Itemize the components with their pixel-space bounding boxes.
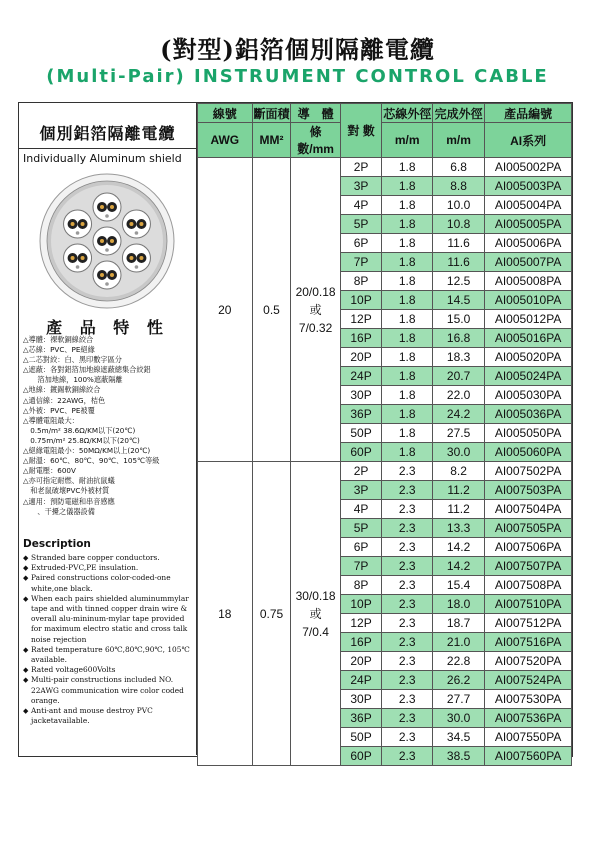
pairs-cell: 36P	[340, 405, 382, 424]
finished-cell: 20.7	[432, 367, 484, 386]
feature-item: △導體電阻最大：	[23, 415, 79, 425]
code-cell: AI007510PA	[485, 595, 572, 614]
core-cell: 2.3	[382, 557, 433, 576]
description-text: Stranded bare copper conductors.	[31, 553, 160, 562]
description-item	[23, 665, 195, 675]
finished-cell: 38.5	[432, 747, 484, 766]
code-cell: AI005010PA	[485, 291, 572, 310]
finished-cell: 22.0	[432, 386, 484, 405]
feature-item: △通信線：22AWG，桔色	[23, 395, 106, 405]
core-cell: 2.3	[382, 747, 433, 766]
pairs-cell: 4P	[340, 196, 382, 215]
code-cell: AI005004PA	[485, 196, 572, 215]
pairs-cell: 10P	[340, 595, 382, 614]
table-row	[198, 462, 572, 481]
strands-line: 20/0.18	[295, 284, 336, 299]
core-cell: 1.8	[382, 272, 433, 291]
finished-cell: 11.6	[432, 234, 484, 253]
header-finished-od-unit: m/m	[432, 123, 484, 158]
code-cell: AI005007PA	[485, 253, 572, 272]
feature-item: 和老鼠破壞PVC外被材質	[23, 486, 110, 496]
pairs-cell: 7P	[340, 253, 382, 272]
core-cell: 1.8	[382, 234, 433, 253]
core-cell: 2.3	[382, 519, 433, 538]
strands-line: 或	[309, 606, 322, 621]
finished-cell: 26.2	[432, 671, 484, 690]
diamond-bullet-icon: ◆	[23, 707, 29, 716]
code-cell: AI007520PA	[485, 652, 572, 671]
pairs-cell: 30P	[340, 690, 382, 709]
description-item	[23, 706, 195, 726]
code-cell: AI007512PA	[485, 614, 572, 633]
code-cell: AI007536PA	[485, 709, 572, 728]
finished-cell: 16.8	[432, 329, 484, 348]
code-cell: AI007508PA	[485, 576, 572, 595]
feature-item: 、干擾之儀器設備	[23, 506, 95, 516]
core-cell: 2.3	[382, 576, 433, 595]
shielded-pair-icon	[122, 244, 150, 272]
pairs-cell: 16P	[340, 633, 382, 652]
spec-sheet	[18, 102, 573, 763]
header-mm2: MM²	[252, 123, 291, 158]
pairs-cell: 6P	[340, 538, 382, 557]
awg-cell: 20	[198, 158, 253, 462]
code-cell: AI007505PA	[485, 519, 572, 538]
description-list	[23, 553, 195, 726]
code-cell: AI005006PA	[485, 234, 572, 253]
code-cell: AI005036PA	[485, 405, 572, 424]
code-cell: AI007502PA	[485, 462, 572, 481]
description-item	[23, 645, 195, 665]
pairs-cell: 50P	[340, 728, 382, 747]
awg-cell: 18	[198, 462, 253, 766]
finished-cell: 30.0	[432, 709, 484, 728]
finished-cell: 15.4	[432, 576, 484, 595]
description-item	[23, 675, 195, 706]
header-core-od: 芯線外徑	[382, 104, 433, 123]
pairs-cell: 16P	[340, 329, 382, 348]
description-text: Extruded-PVC,PE insulation.	[31, 563, 139, 573]
code-cell: AI007516PA	[485, 633, 572, 652]
feature-item: △地線：鍍錫軟銅線絞合	[23, 385, 101, 395]
left-panel-title: 個別鋁箔隔離電纜	[39, 124, 176, 143]
left-panel-header	[19, 103, 196, 149]
pairs-cell: 30P	[340, 386, 382, 405]
diamond-bullet-icon: ◆	[23, 666, 29, 675]
description-text: Rated temperature 60℃,80℃,90℃, 105℃ available.	[31, 644, 190, 665]
code-cell: AI007550PA	[485, 728, 572, 747]
core-cell: 1.8	[382, 443, 433, 462]
header-series: AI系列	[485, 123, 572, 158]
core-cell: 2.3	[382, 462, 433, 481]
description-item	[23, 563, 195, 573]
header-awg: AWG	[198, 123, 253, 158]
core-cell: 1.8	[382, 158, 433, 177]
core-cell: 1.8	[382, 329, 433, 348]
pairs-cell: 3P	[340, 177, 382, 196]
strands-line: 7/0.4	[302, 624, 329, 639]
code-cell: AI007560PA	[485, 747, 572, 766]
code-cell: AI007507PA	[485, 557, 572, 576]
diamond-bullet-icon: ◆	[23, 574, 29, 583]
feature-item: △適用：預防電磁和串音感應	[23, 496, 115, 506]
core-cell: 2.3	[382, 709, 433, 728]
pairs-cell: 4P	[340, 500, 382, 519]
table-row	[198, 158, 572, 177]
finished-cell: 18.3	[432, 348, 484, 367]
finished-cell: 6.8	[432, 158, 484, 177]
header-core-od-unit: m/m	[382, 123, 433, 158]
feature-item: △耐電壓：600V	[23, 466, 76, 476]
finished-cell: 13.3	[432, 519, 484, 538]
description-text: When each pairs shielded aluminummylar tape and with tinned copper drain wire & overall alu-mininum-mylar tape provided for maximum electro static and cross talk noise rejection	[31, 593, 189, 644]
code-cell: AI007524PA	[485, 671, 572, 690]
features-list	[23, 335, 195, 517]
code-cell: AI005003PA	[485, 177, 572, 196]
feature-item: △遮蔽：各對鋁箔加地線遮蔽總集合絞鋁	[23, 365, 151, 375]
description-title: Description	[23, 538, 91, 550]
core-cell: 1.8	[382, 348, 433, 367]
code-cell: AI007530PA	[485, 690, 572, 709]
finished-cell: 24.2	[432, 405, 484, 424]
shielded-pair-icon	[122, 210, 150, 238]
description-item	[23, 573, 195, 593]
pairs-cell: 3P	[340, 481, 382, 500]
description-text: Rated voltage600Volts	[31, 665, 116, 675]
pairs-cell: 8P	[340, 576, 382, 595]
diamond-bullet-icon: ◆	[23, 594, 29, 603]
core-cell: 1.8	[382, 196, 433, 215]
description-item	[23, 594, 195, 645]
core-cell: 1.8	[382, 367, 433, 386]
header-finished-od: 完成外徑	[432, 104, 484, 123]
finished-cell: 8.2	[432, 462, 484, 481]
finished-cell: 27.7	[432, 690, 484, 709]
header-wire-no: 線號	[198, 104, 253, 123]
pairs-cell: 10P	[340, 291, 382, 310]
code-cell: AI005030PA	[485, 386, 572, 405]
pairs-cell: 36P	[340, 709, 382, 728]
pairs-cell: 2P	[340, 158, 382, 177]
code-cell: AI005050PA	[485, 424, 572, 443]
finished-cell: 18.7	[432, 614, 484, 633]
shielded-pair-icon	[93, 227, 121, 255]
finished-cell: 14.2	[432, 538, 484, 557]
code-cell: AI007503PA	[485, 481, 572, 500]
diamond-bullet-icon: ◆	[23, 645, 29, 654]
core-cell: 2.3	[382, 595, 433, 614]
feature-item: 0.5m/m² 38.6Ω/KM以下(20℃)	[23, 425, 136, 435]
core-cell: 1.8	[382, 405, 433, 424]
diamond-bullet-icon: ◆	[23, 564, 29, 573]
core-cell: 2.3	[382, 538, 433, 557]
finished-cell: 30.0	[432, 443, 484, 462]
pairs-cell: 2P	[340, 462, 382, 481]
finished-cell: 11.2	[432, 481, 484, 500]
description-text: Anti-ant and mouse destroy PVC jacketavailable.	[31, 706, 153, 726]
code-cell: AI007504PA	[485, 500, 572, 519]
feature-item: △外被：PVC、PE被覆	[23, 405, 95, 415]
pairs-cell: 24P	[340, 671, 382, 690]
diamond-bullet-icon: ◆	[23, 554, 29, 562]
finished-cell: 22.8	[432, 652, 484, 671]
page-subtitle: (Multi-Pair) INSTRUMENT CONTROL CABLE	[46, 66, 549, 87]
core-cell: 1.8	[382, 215, 433, 234]
pairs-cell: 6P	[340, 234, 382, 253]
strands-line: 7/0.32	[298, 320, 333, 335]
shielded-pair-icon	[64, 210, 92, 238]
pairs-cell: 12P	[340, 310, 382, 329]
feature-item: △絕緣電阻最小：50MΩ/KM以上(20℃)	[23, 446, 151, 456]
core-cell: 1.8	[382, 386, 433, 405]
strands-line: 或	[309, 302, 322, 317]
finished-cell: 21.0	[432, 633, 484, 652]
feature-item: △導體：裸軟銅線絞合	[23, 335, 94, 344]
shielded-pair-icon	[64, 244, 92, 272]
pairs-cell: 60P	[340, 747, 382, 766]
features-title: 產 品 特 性	[46, 318, 169, 337]
diamond-bullet-icon: ◆	[23, 676, 29, 685]
header-product-no: 產品編號	[485, 104, 572, 123]
feature-item: △二芯對絞：白、黑印數字區分	[23, 355, 122, 365]
pairs-cell: 12P	[340, 614, 382, 633]
core-cell: 2.3	[382, 690, 433, 709]
feature-item: △耐溫：60℃、80℃、90℃、105℃等級	[23, 456, 160, 466]
pairs-cell: 20P	[340, 348, 382, 367]
pairs-cell: 24P	[340, 367, 382, 386]
core-cell: 1.8	[382, 291, 433, 310]
core-cell: 2.3	[382, 500, 433, 519]
pairs-cell: 20P	[340, 652, 382, 671]
code-cell: AI005012PA	[485, 310, 572, 329]
strands-cell	[291, 462, 340, 766]
feature-item: △亦可指定耐燃、耐油抗鼠蟻	[23, 476, 115, 486]
strands-line: 30/0.18	[295, 588, 336, 603]
core-cell: 2.3	[382, 633, 433, 652]
core-cell: 2.3	[382, 671, 433, 690]
code-cell: AI005020PA	[485, 348, 572, 367]
header-pairs: 對 數	[340, 104, 382, 158]
code-cell: AI005008PA	[485, 272, 572, 291]
finished-cell: 11.2	[432, 500, 484, 519]
feature-item: 箔加地線，100%遮蔽隔離	[23, 375, 123, 385]
spec-table	[197, 103, 572, 766]
header-area: 斷面積	[252, 104, 291, 123]
code-cell: AI005005PA	[485, 215, 572, 234]
header-strands: 條數/mm	[291, 123, 340, 158]
strands-cell	[291, 158, 340, 462]
shielded-pair-icon	[93, 193, 121, 221]
cable-cross-section-image	[37, 171, 177, 311]
core-cell: 2.3	[382, 652, 433, 671]
finished-cell: 12.5	[432, 272, 484, 291]
pairs-cell: 5P	[340, 519, 382, 538]
finished-cell: 14.5	[432, 291, 484, 310]
core-cell: 1.8	[382, 177, 433, 196]
description-text: Paired constructions color-coded-one white,one black.	[31, 573, 171, 593]
description-text: Multi-pair constructions included NO. 22AWG communication wire color coded orange.	[31, 675, 184, 705]
finished-cell: 10.0	[432, 196, 484, 215]
feature-item: △芯線：PVC、PE絕緣	[23, 345, 95, 355]
page-title: (對型)鋁箔個別隔離電纜	[160, 35, 435, 64]
pairs-cell: 60P	[340, 443, 382, 462]
code-cell: AI005060PA	[485, 443, 572, 462]
core-cell: 1.8	[382, 424, 433, 443]
header-conductor: 導 體	[291, 104, 340, 123]
core-cell: 1.8	[382, 310, 433, 329]
finished-cell: 14.2	[432, 557, 484, 576]
core-cell: 1.8	[382, 253, 433, 272]
pairs-cell: 7P	[340, 557, 382, 576]
pairs-cell: 50P	[340, 424, 382, 443]
core-cell: 2.3	[382, 481, 433, 500]
finished-cell: 34.5	[432, 728, 484, 747]
finished-cell: 11.6	[432, 253, 484, 272]
left-panel	[19, 103, 197, 755]
core-cell: 2.3	[382, 728, 433, 747]
left-panel-subtitle: Individually Aluminum shield	[23, 152, 182, 165]
finished-cell: 18.0	[432, 595, 484, 614]
area-cell: 0.75	[252, 462, 291, 766]
pairs-cell: 8P	[340, 272, 382, 291]
code-cell: AI007506PA	[485, 538, 572, 557]
finished-cell: 10.8	[432, 215, 484, 234]
finished-cell: 27.5	[432, 424, 484, 443]
description-item	[23, 553, 195, 563]
finished-cell: 15.0	[432, 310, 484, 329]
code-cell: AI005024PA	[485, 367, 572, 386]
finished-cell: 8.8	[432, 177, 484, 196]
area-cell: 0.5	[252, 158, 291, 462]
pairs-cell: 5P	[340, 215, 382, 234]
shielded-pair-icon	[93, 261, 121, 289]
code-cell: AI005002PA	[485, 158, 572, 177]
code-cell: AI005016PA	[485, 329, 572, 348]
feature-item: 0.75m/m² 25.8Ω/KM以下(20℃)	[23, 435, 140, 445]
core-cell: 2.3	[382, 614, 433, 633]
